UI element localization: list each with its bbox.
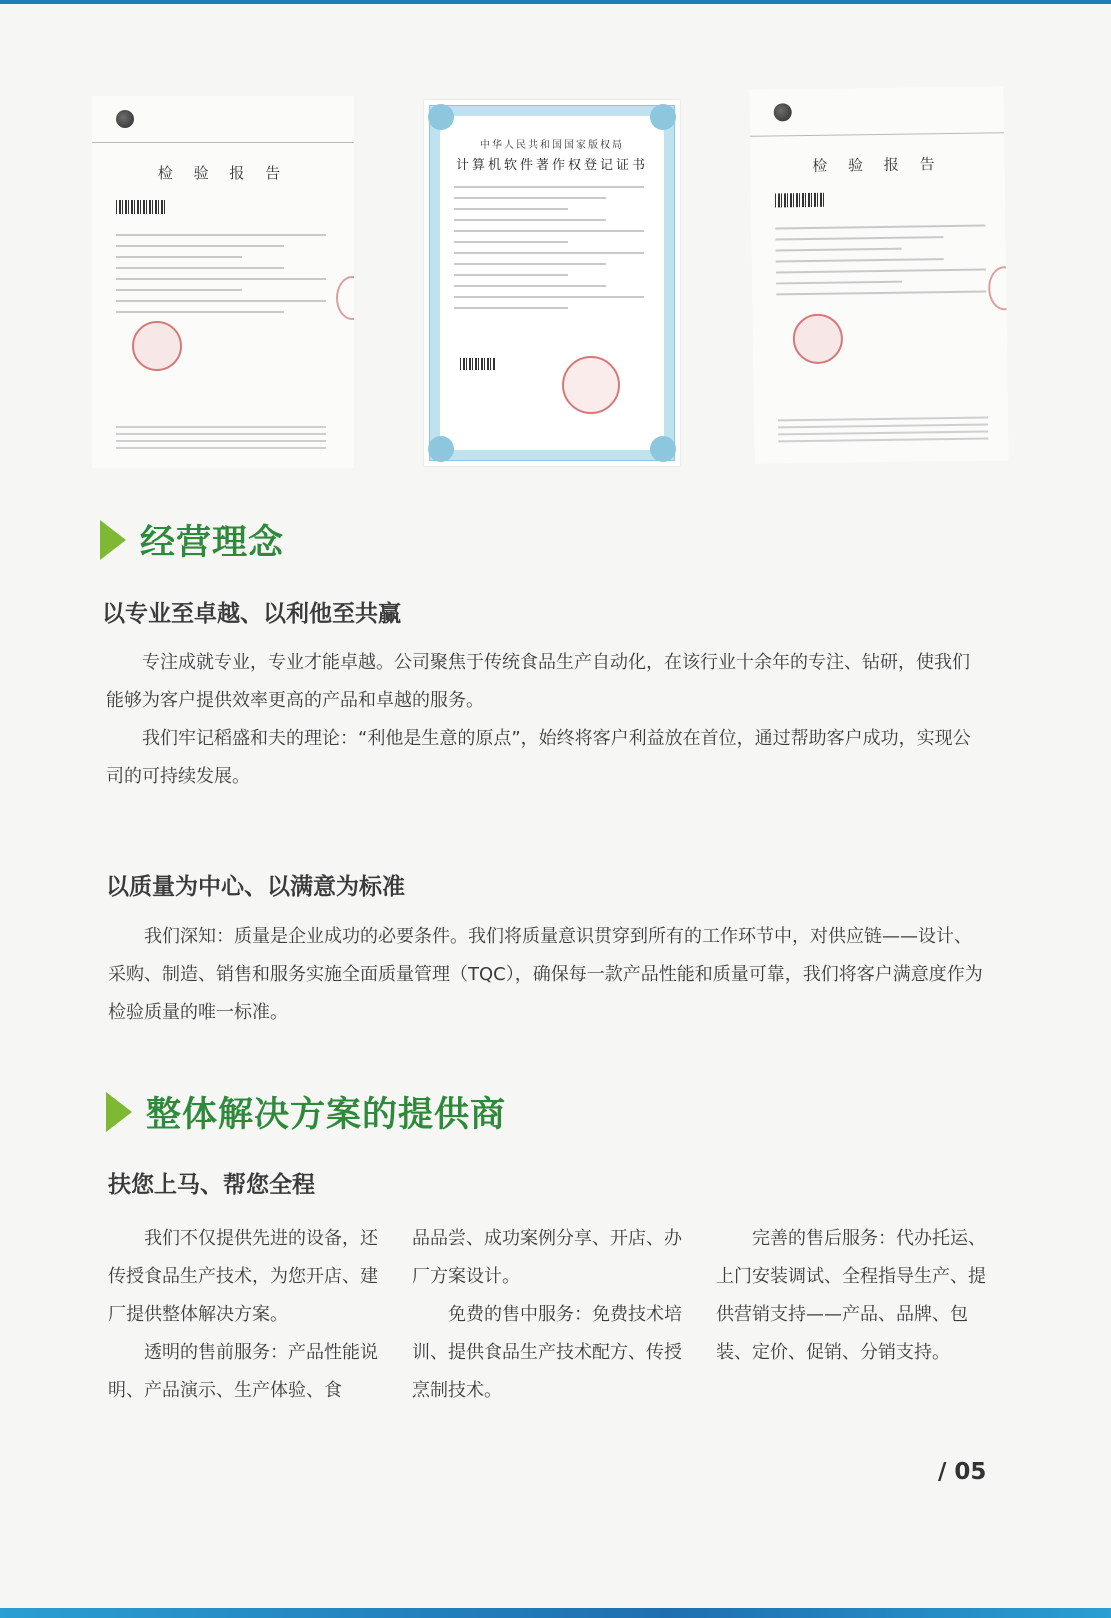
red-stamp-icon xyxy=(793,314,844,365)
paragraph-professional-excellence: 专注成就专业，专业才能卓越。公司聚焦于传统食品生产自动化，在该行业十余年的专注、钻研，使我们能够为客户提供效率更高的产品和卓越的服务。 xyxy=(106,652,970,711)
barcode-icon xyxy=(116,200,166,214)
column3-paragraph1: 完善的售后服务：代办托运、上门安装调试、全程指导生产、提供营销支持——产品、品牌、包装、定价、促销、分销支持。 xyxy=(716,1228,986,1363)
column1-paragraph1: 我们不仅提供先进的设备，还传授食品生产技术，为您开店、建厂提供整体解决方案。 xyxy=(108,1228,378,1325)
column1-paragraph2: 透明的售前服务：产品性能说明、产品演示、生产体验、食 xyxy=(108,1342,378,1401)
institute-logo-icon xyxy=(116,110,134,128)
software-copyright-certificate-image xyxy=(424,100,680,466)
certificate-issuer: 中华人民共和国国家版权局 xyxy=(480,140,624,151)
subheading-professional-excellence: 以专业至卓越、以利他至共赢 xyxy=(102,601,401,627)
certificate-title: 计算机软件著作权登记证书 xyxy=(455,158,648,173)
paragraph-quality: 我们深知：质量是企业成功的必要条件。我们将质量意识贯穿到所有的工作环节中，对供应链——设计、采购、制造、销售和服务实施全面质量管理（TQC），确保每一款产品性能和质量可靠，我们将客户满意度作为检验质量的唯一标准。 xyxy=(108,926,983,1023)
inspection-report-image-right xyxy=(749,86,1008,464)
column2-paragraph2: 免费的售中服务：免费技术培训、提供食品生产技术配方、传授烹制技术。 xyxy=(412,1304,682,1401)
column2-paragraph1: 品品尝、成功案例分享、开店、办厂方案设计。 xyxy=(412,1228,682,1287)
barcode-icon xyxy=(460,358,496,370)
bottom-stripe xyxy=(0,1608,1111,1618)
paragraph-altruism: 我们牢记稻盛和夫的理论：“利他是生意的原点”，始终将客户利益放在首位，通过帮助客户成功，实现公司的可持续发展。 xyxy=(106,728,971,787)
green-arrow-icon xyxy=(106,1092,132,1132)
page-number: / 05 xyxy=(938,1459,987,1485)
barcode-icon xyxy=(775,193,825,208)
red-stamp-icon xyxy=(562,356,620,414)
subheading-full-support: 扶您上马、帮您全程 xyxy=(108,1172,315,1198)
report-title: 检 验 报 告 xyxy=(157,164,289,182)
section-title: 经营理念 xyxy=(140,523,285,563)
subheading-quality-center: 以质量为中心、以满意为标准 xyxy=(106,874,405,900)
section-heading-business-philosophy xyxy=(100,515,284,565)
section-heading-solution-provider xyxy=(106,1087,506,1137)
red-stamp-icon xyxy=(132,321,182,371)
top-stripe xyxy=(0,0,1111,4)
inspection-report-image-left xyxy=(92,96,354,468)
report-title: 检 验 报 告 xyxy=(812,155,943,175)
institute-logo-icon xyxy=(774,103,792,121)
green-arrow-icon xyxy=(100,520,126,560)
section-title: 整体解决方案的提供商 xyxy=(146,1095,507,1135)
